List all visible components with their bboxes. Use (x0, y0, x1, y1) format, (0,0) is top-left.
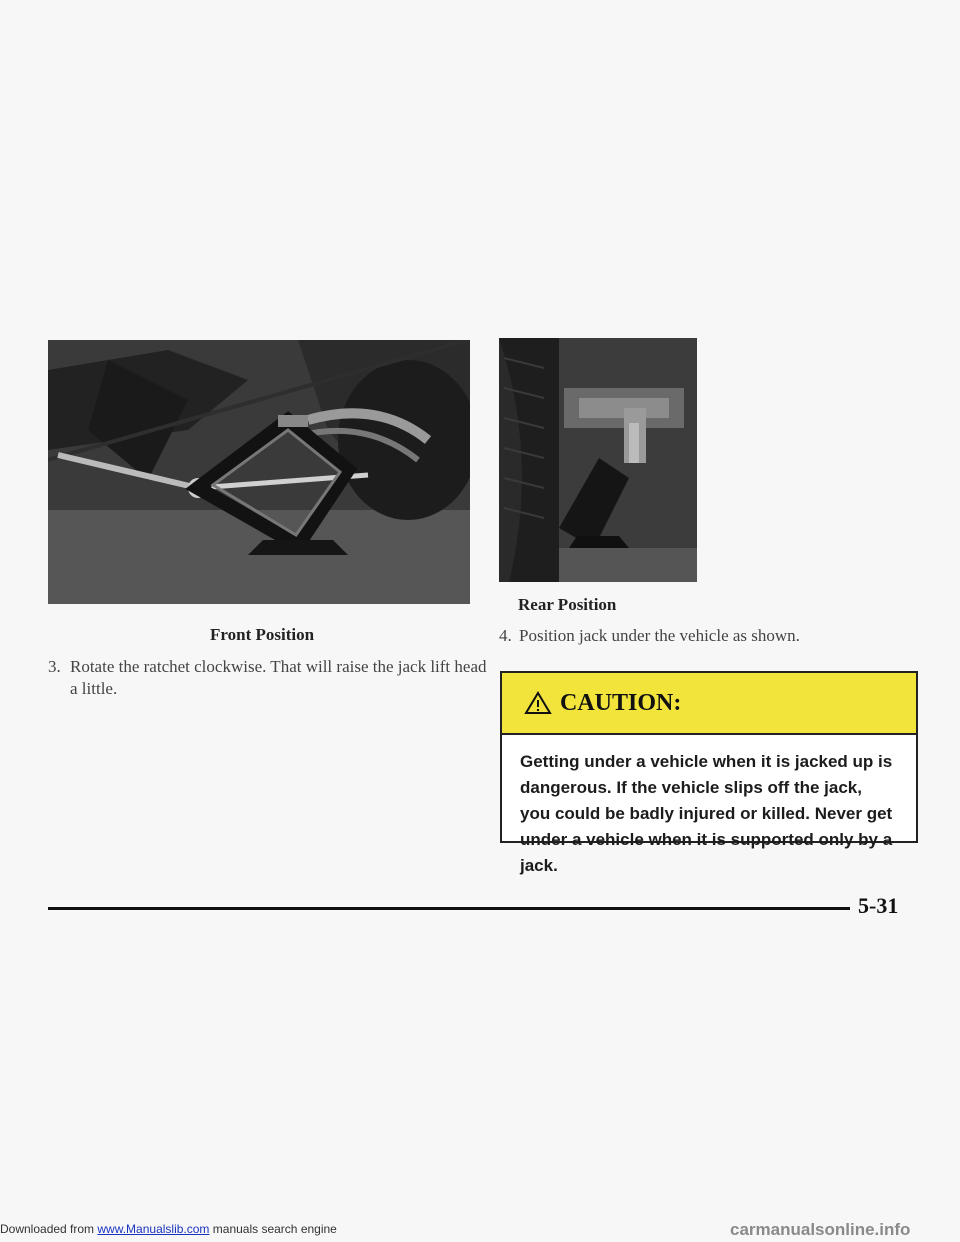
scissor-jack-rear-illustration (499, 338, 697, 582)
warning-triangle-icon (524, 691, 552, 715)
page-rule (48, 907, 850, 910)
step-text: Position jack under the vehicle as shown. (519, 626, 800, 645)
step-4 (499, 625, 919, 647)
caution-text: Getting under a vehicle when it is jacked up is dangerous. If the vehicle slips off the jack, you could be badly injured or killed. Never get under a vehicle when it is supported only by a jack. (520, 752, 893, 875)
page-number: 5-31 (858, 893, 899, 918)
step-text: Rotate the ratchet clockwise. That will raise the jack lift head a little. (70, 657, 487, 698)
step-3 (48, 656, 490, 700)
footer-suffix: manuals search engine (209, 1222, 337, 1236)
footer-prefix: Downloaded from (0, 1222, 98, 1236)
manualslib-link[interactable]: www.Manualslib.com (97, 1222, 210, 1236)
front-position-caption: Front Position (210, 625, 315, 644)
front-position-photo (48, 340, 470, 604)
rear-position-caption: Rear Position (518, 595, 617, 614)
scissor-jack-front-illustration (48, 340, 470, 604)
caution-header (502, 673, 916, 735)
step-number: 4. (499, 626, 512, 645)
caution-title: CAUTION: (560, 689, 682, 716)
step-number: 3. (48, 657, 61, 676)
watermark-text: carmanualsonline.info (730, 1220, 911, 1239)
download-footer (0, 1222, 337, 1236)
caution-box (500, 671, 918, 875)
rear-position-photo (499, 338, 697, 582)
